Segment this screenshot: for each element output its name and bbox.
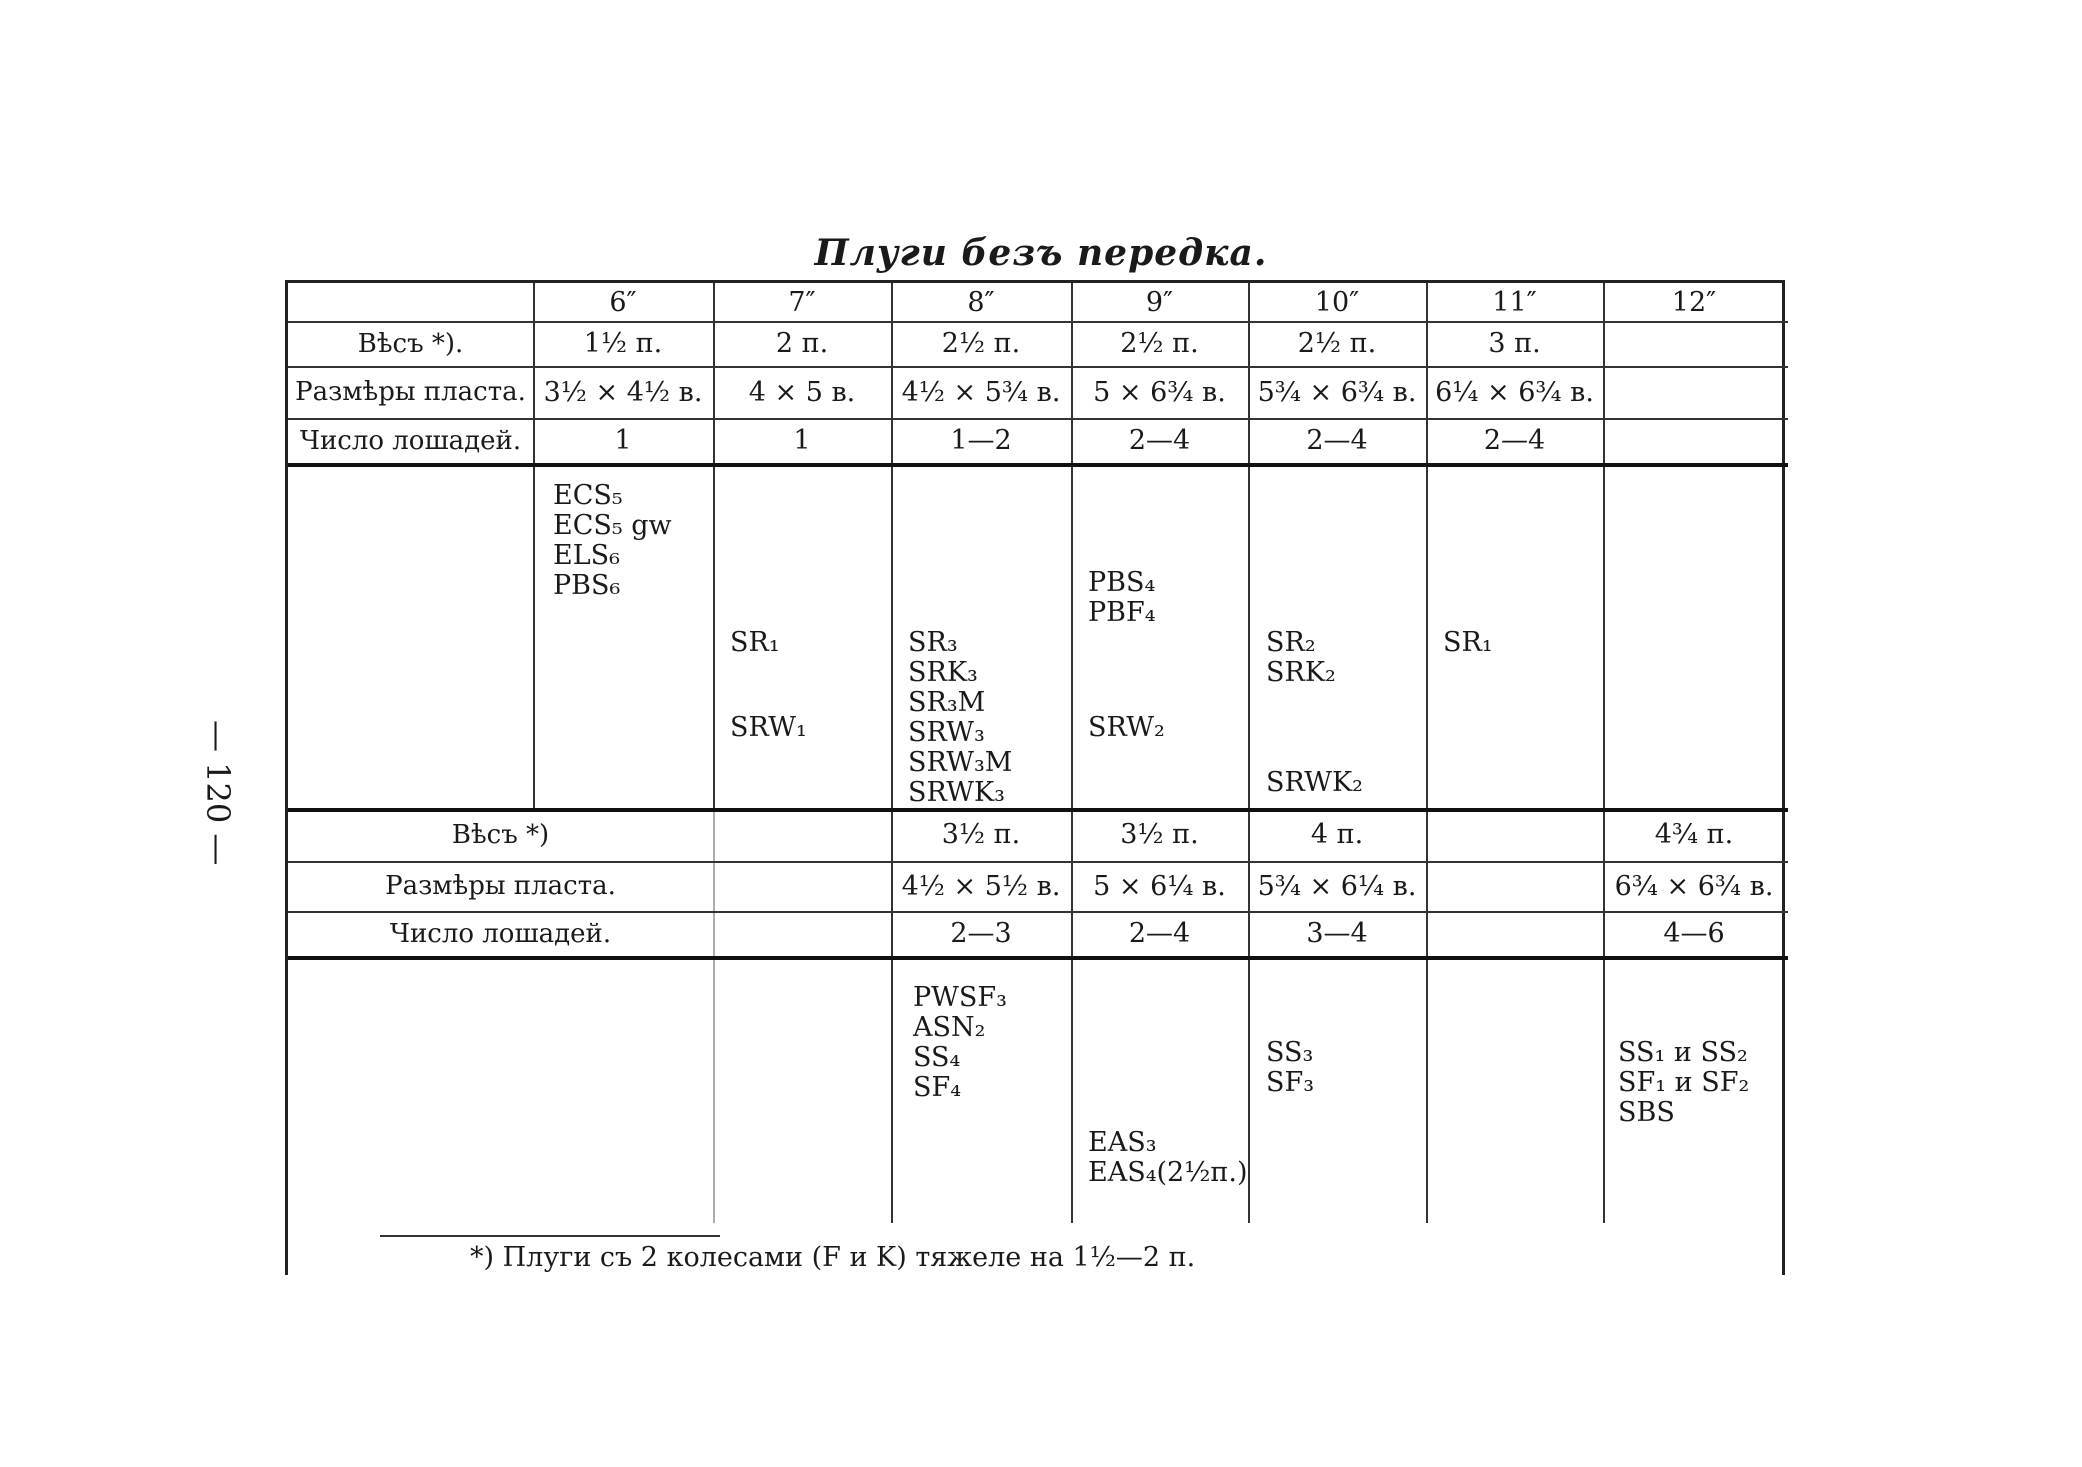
col-header: 8″ — [967, 286, 995, 318]
weight-value: 3½ п. — [1120, 819, 1199, 850]
weight-value: 4 п. — [1310, 819, 1364, 850]
horses-value: 1—2 — [950, 425, 1012, 456]
horses-label-2: Число лошадей. — [389, 918, 612, 949]
size-value: 4 × 5 в. — [748, 376, 856, 408]
size-value: 6¾ × 6¾ в. — [1614, 870, 1774, 902]
footnote: *) Плуги съ 2 колесами (F и K) тяжеле на 1½—2 п. — [470, 1242, 1196, 1273]
model-code: PWSF₃ — [913, 982, 1007, 1013]
horses-value: 2—4 — [1128, 918, 1191, 949]
weight-value: 3 п. — [1488, 328, 1541, 359]
model-code: ELS₆ — [553, 540, 620, 571]
size-value: 3½ × 4½ в. — [543, 376, 703, 408]
size-value: 5 × 6¼ в. — [1093, 870, 1226, 902]
models2-9 — [1088, 1128, 1248, 1188]
model-code: SR₂ — [1266, 627, 1316, 658]
model-code: SRWK₃ — [908, 777, 1005, 808]
models-10a — [1266, 628, 1336, 688]
horses-value: 1 — [614, 425, 632, 456]
footnote-rule — [380, 1235, 720, 1237]
horses-value: 4—6 — [1663, 918, 1725, 949]
page-number: — 120 — — [199, 720, 237, 866]
models2-10 — [1266, 1038, 1314, 1098]
model-code: ECS₅ — [553, 480, 623, 511]
size-value: 5¾ × 6¼ в. — [1257, 870, 1417, 902]
model-code: ASN₂ — [913, 1012, 986, 1043]
horses-value: 1 — [793, 425, 811, 456]
col-header: 12″ — [1671, 286, 1717, 318]
models2-12 — [1618, 1038, 1749, 1128]
weight-value: 1½ п. — [583, 328, 663, 359]
models-9a — [1088, 568, 1156, 628]
horses-value: 2—4 — [1128, 425, 1191, 456]
model-code: SF₃ — [1266, 1067, 1315, 1098]
model-code: SRWK₂ — [1266, 767, 1363, 798]
weight-value: 3½ п. — [941, 819, 1021, 850]
size-value: 5¾ × 6¾ в. — [1257, 376, 1417, 408]
model-code: SR₁ — [730, 627, 780, 658]
model-code: SRW₃ — [908, 717, 985, 748]
model-code: SBS — [1618, 1097, 1675, 1128]
models-11 — [1443, 628, 1493, 658]
size-value: 5 × 6¾ в. — [1093, 376, 1226, 408]
col-header: 6″ — [609, 286, 637, 318]
model-code: SF₄ — [913, 1072, 962, 1103]
col-header: 10″ — [1314, 286, 1360, 318]
models-8 — [908, 628, 1012, 808]
size-label-2: Размѣры пласта. — [385, 871, 616, 901]
model-code: SF₁ и SF₂ — [1618, 1067, 1750, 1098]
col-header: 11″ — [1492, 286, 1537, 318]
horses-label: Число лошадей. — [299, 425, 522, 456]
horses-value: 2—4 — [1306, 425, 1368, 456]
model-code: SR₃ — [908, 627, 958, 658]
models-7b — [730, 713, 807, 743]
size-value: 4½ × 5¾ в. — [901, 376, 1061, 408]
weight-value: 2 п. — [775, 328, 829, 359]
horses-value: 2—3 — [950, 918, 1012, 949]
model-code: PBF₄ — [1088, 597, 1156, 628]
model-code: EAS₃ — [1088, 1127, 1157, 1158]
models-7a — [730, 628, 780, 658]
model-code: SR₃M — [908, 687, 986, 718]
model-code: SRW₂ — [1088, 712, 1165, 743]
model-code: EAS₄(2½п.) — [1088, 1157, 1248, 1188]
weight-value: 2½ п. — [1297, 328, 1377, 359]
size-value: 6¼ × 6¾ в. — [1435, 376, 1594, 408]
model-code: PBS₆ — [553, 570, 621, 601]
model-code: SRW₁ — [730, 712, 807, 743]
model-code: SRW₃M — [908, 747, 1013, 778]
plough-table — [285, 280, 1785, 1275]
col-header: 9″ — [1145, 286, 1174, 318]
models-6 — [553, 481, 672, 601]
models-10b — [1266, 768, 1363, 798]
col-header: 7″ — [788, 286, 816, 318]
weight-value: 4¾ п. — [1654, 819, 1734, 850]
weight-value: 2½ п. — [1120, 328, 1199, 359]
models-9b — [1088, 713, 1165, 743]
weight-label-2: Вѣсъ *) — [451, 819, 550, 850]
model-code: SS₃ — [1266, 1037, 1314, 1068]
model-code: PBS₄ — [1088, 567, 1156, 598]
model-code: SS₁ и SS₂ — [1618, 1037, 1748, 1068]
size-label: Размѣры пласта. — [295, 377, 526, 407]
horses-value: 2—4 — [1483, 425, 1546, 456]
horses-value: 3—4 — [1306, 918, 1368, 949]
page-title: Плуги безъ передка. — [814, 232, 1268, 274]
size-value: 4½ × 5½ в. — [901, 870, 1061, 902]
model-code: SRK₂ — [1266, 657, 1336, 688]
weight-label: Вѣсъ *). — [357, 328, 464, 359]
model-code: SR₁ — [1443, 627, 1493, 658]
model-code: SRK₃ — [908, 657, 978, 688]
model-code: SS₄ — [913, 1042, 961, 1073]
weight-value: 2½ п. — [941, 328, 1021, 359]
model-code: ECS₅ gw — [553, 510, 672, 541]
models2-8 — [913, 983, 1007, 1103]
